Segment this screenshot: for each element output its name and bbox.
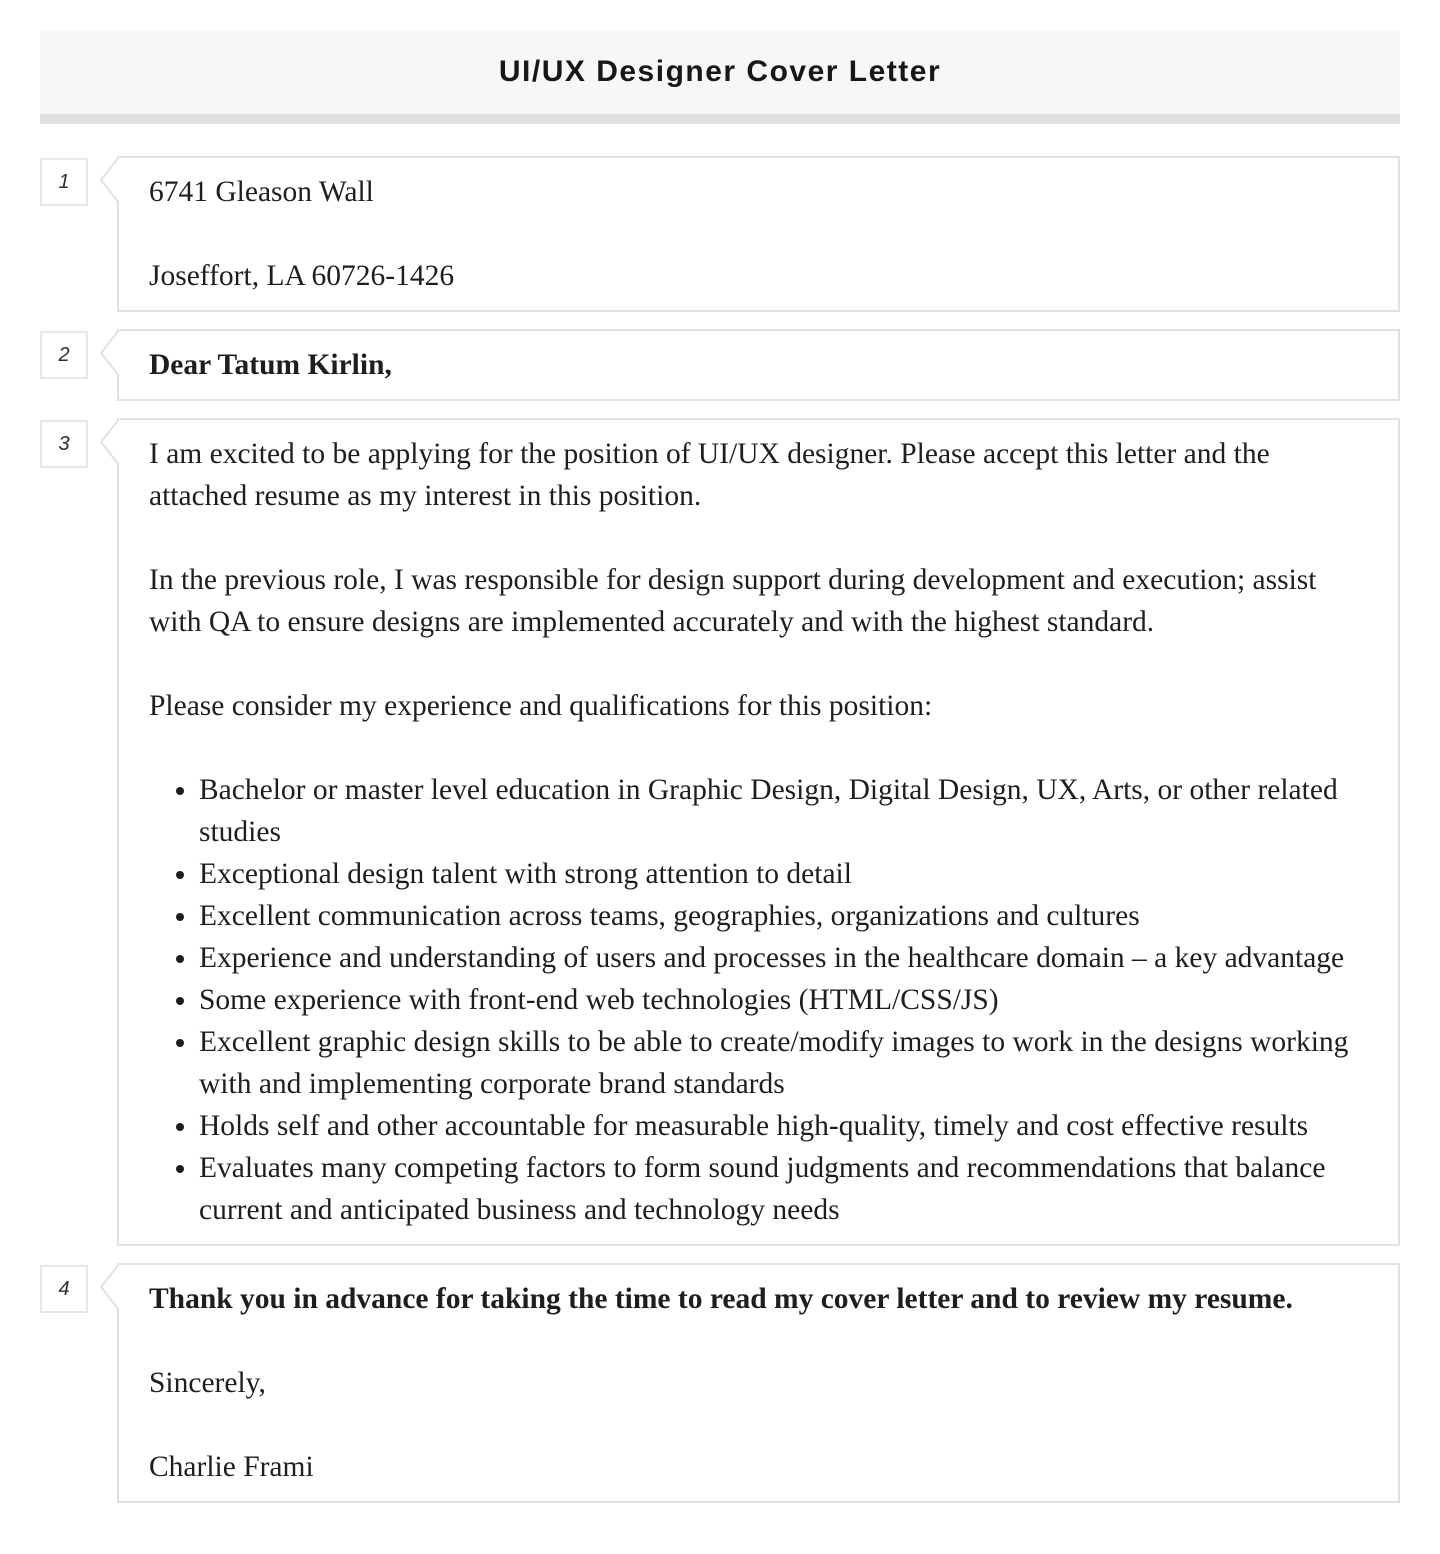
address-box[interactable] <box>117 156 1400 312</box>
qualification-item: • Bachelor or master level education in Graphic Design, Digital Design, UX, Arts, or other related studies <box>199 769 1368 853</box>
section-number: 4 <box>58 1277 70 1300</box>
qualification-item: • Evaluates many competing factors to form sound judgments and recommendations that balance current and anticipated business and technology needs <box>199 1147 1368 1231</box>
qualifications-list <box>149 769 1368 1231</box>
section-pointer-icon <box>97 1263 121 1311</box>
signature-name: Charlie Frami <box>149 1451 314 1483</box>
section-body <box>40 418 1400 1246</box>
body-paragraph-3: Please consider my experience and qualifications for this position: <box>149 690 933 722</box>
body-paragraph-1: I am excited to be applying for the position of UI/UX designer. Please accept this letter and the attached resume as my interest in this position. <box>149 438 1270 512</box>
header-banner <box>40 30 1400 114</box>
section-number-badge <box>40 1265 88 1313</box>
qualification-item: • Exceptional design talent with strong attention to detail <box>199 853 1368 895</box>
page-title: UI/UX Designer Cover Letter <box>498 55 942 88</box>
section-number: 2 <box>58 343 70 366</box>
section-number-badge <box>40 158 88 206</box>
address-line-1: 6741 Gleason Wall <box>149 176 374 208</box>
qualification-item: • Holds self and other accountable for measurable high-quality, timely and cost effective results <box>199 1105 1368 1147</box>
qualification-item: • Some experience with front-end web technologies (HTML/CSS/JS) <box>199 979 1368 1021</box>
closing-box[interactable] <box>117 1263 1400 1503</box>
signoff: Sincerely, <box>149 1367 266 1399</box>
section-address <box>40 156 1400 312</box>
section-number: 3 <box>58 432 70 455</box>
section-salutation <box>40 329 1400 401</box>
section-pointer-icon <box>97 418 121 466</box>
section-number: 1 <box>58 170 70 193</box>
body-box[interactable] <box>117 418 1400 1246</box>
section-number-badge <box>40 420 88 468</box>
address-line-2: Joseffort, LA 60726-1426 <box>149 260 455 292</box>
qualification-item: • Excellent communication across teams, geographies, organizations and cultures <box>199 895 1368 937</box>
section-closing <box>40 1263 1400 1503</box>
section-number-badge <box>40 331 88 379</box>
header-shadow-strip <box>40 114 1400 124</box>
qualification-item: • Experience and understanding of users and processes in the healthcare domain – a key advantage <box>199 937 1368 979</box>
section-pointer-icon <box>97 329 121 377</box>
body-paragraph-2: In the previous role, I was responsible for design support during development and execution; assist with QA to ensure designs are implemented accurately and with the highest standard. <box>149 564 1317 638</box>
qualification-item: • Excellent graphic design skills to be able to create/modify images to work in the designs working with and implementing corporate brand standards <box>199 1021 1368 1105</box>
salutation-text: Dear Tatum Kirlin, <box>149 349 392 381</box>
salutation-box[interactable] <box>117 329 1400 401</box>
section-pointer-icon <box>97 156 121 204</box>
closing-thanks: Thank you in advance for taking the time to read my cover letter and to review my resume. <box>149 1283 1293 1315</box>
